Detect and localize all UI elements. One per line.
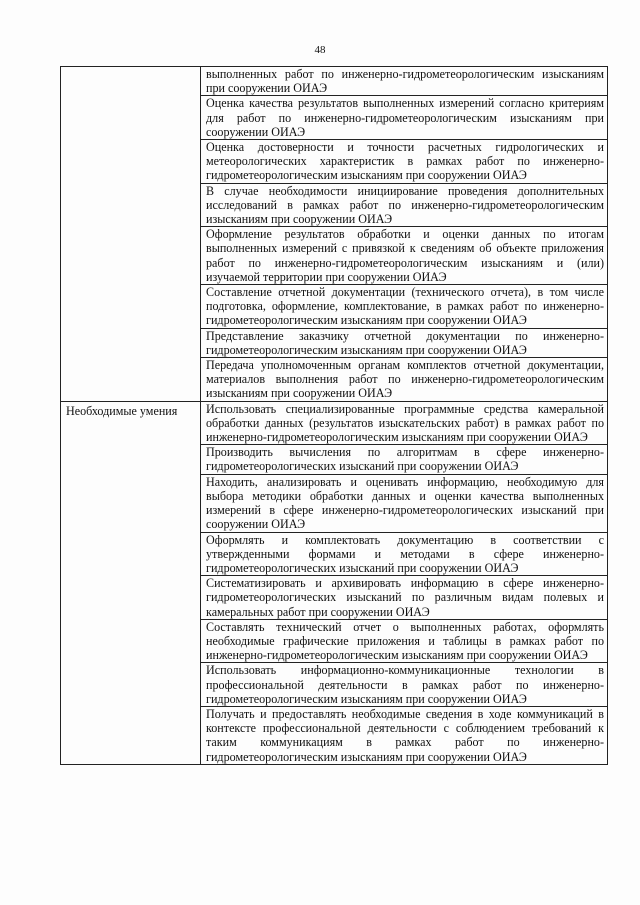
action-text: Передача уполномоченным органам комплектов отчетной документации, материалов выполнения работ по инженерно-гидрометеорологическим изысканиям при сооружении ОИАЭ [201,358,608,402]
skill-text: Находить, анализировать и оценивать информацию, необходимую для выбора методики обработки данных и оценки качества выполненных измерений в сфере инженерно-гидрометеорологических изысканий при сооружении ОИАЭ [201,474,608,532]
skill-text: Систематизировать и архивировать информацию в сфере инженерно-гидрометеорологических изысканий по различным видам полевых и камеральных работ при сооружении ОИАЭ [201,576,608,620]
actions-label-cell [61,67,201,402]
skill-text: Получать и предоставлять необходимые сведения в ходе коммуникаций в контексте профессиональной деятельности с соблюдением требований к таким коммуникациям в рамках работ по инженерно-гидрометеорологическим изысканиям при сооружении ОИАЭ [201,706,608,764]
action-text: В случае необходимости инициирование проведения дополнительных исследований в рамках работ по инженерно-гидрометеорологическим изысканиям при сооружении ОИАЭ [201,183,608,227]
functions-table [60,66,608,765]
action-text: Представление заказчику отчетной документации по инженерно-гидрометеорологическим изысканиям при сооружении ОИАЭ [201,328,608,357]
action-text: Оформление результатов обработки и оценки данных по итогам выполненных измерений с привязкой к сведениям об объекте приложения работ по инженерно-гидрометеорологическим изысканиям и (или) изучаемой территории при сооружении ОИАЭ [201,227,608,285]
skill-text: Производить вычисления по алгоритмам в сфере инженерно-гидрометеорологических изысканий при сооружении ОИАЭ [201,445,608,474]
skill-text: Использовать информационно-коммуникационные технологии в профессиональной деятельности в рамках работ по инженерно-гидрометеорологическим изысканиям при сооружении ОИАЭ [201,663,608,707]
table-row [61,67,608,96]
skill-text: Составлять технический отчет о выполненных работах, оформлять необходимые графические приложения и таблицы в рамках работ по инженерно-гидрометеорологическим изысканиям при сооружении ОИАЭ [201,619,608,663]
table-row [61,401,608,445]
action-text: Оценка достоверности и точности расчетных гидрологических и метеорологических характеристик в рамках работ по инженерно-гидрометеорологическим изысканиям при сооружении ОИАЭ [201,140,608,184]
page-number: 48 [314,44,326,56]
skill-text: Использовать специализированные программные средства камеральной обработки данных (результатов изыскательских работ) в рамках работ по инженерно-гидрометеорологическим изысканиям при сооружении ОИАЭ [201,401,608,445]
skills-label: Необходимые умения [66,403,178,418]
action-text: выполненных работ по инженерно-гидрометеорологическим изысканиям при сооружении ОИАЭ [201,67,608,96]
action-text: Составление отчетной документации (технического отчета), в том числе подготовка, оформление, комплектование, в рамках работ по инженерно-гидрометеорологическим изысканиям при сооружении ОИАЭ [201,285,608,329]
action-text: Оценка качества результатов выполненных измерений согласно критериям для работ по инженерно-гидрометеорологическим изысканиям при сооружении ОИАЭ [201,96,608,140]
skills-label-cell [61,401,201,764]
skill-text: Оформлять и комплектовать документацию в соответствии с утвержденными формами и методами в сфере инженерно-гидрометеорологических изысканий при сооружении ОИАЭ [201,532,608,576]
